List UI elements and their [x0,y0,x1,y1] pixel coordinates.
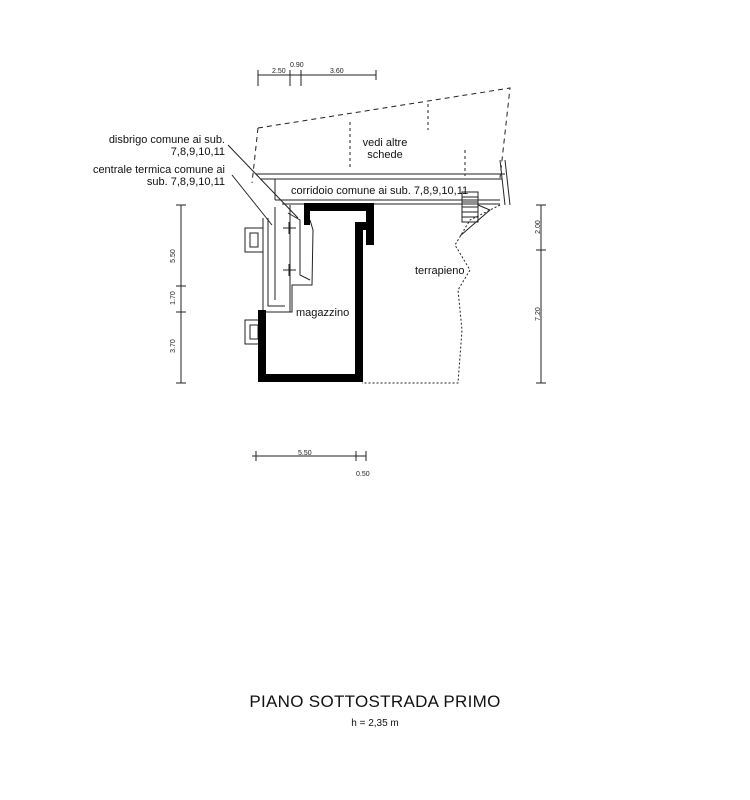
vedi-altre-schede-label [345,137,425,161]
dim-bottom-050: 0.50 [356,471,370,478]
dim-top-090: 0.90 [290,62,304,69]
magazzino-label: magazzino [296,307,350,319]
vedi-label-line2: schede [367,149,403,161]
dim-top-250: 2.50 [272,68,286,75]
dim-right-720: 7.20 [535,307,542,321]
centrale-label-line1: centrale termica comune ai [92,164,225,176]
dim-left-370: 3.70 [170,339,177,353]
corridoio-label: corridoio comune ai sub. 7,8,9,10,11 [291,185,469,197]
service-rooms [245,205,310,344]
disbrigo-label-line1: disbrigo comune ai sub. [108,134,225,146]
staircase [460,160,510,236]
terrapieno-outline [362,205,500,383]
leader-lines [228,145,298,225]
terrapieno-label: terrapieno [415,265,465,277]
disbrigo-label-line2: 7,8,9,10,11 [170,146,225,158]
dim-right-200: 2.00 [535,220,542,234]
dim-left-170: 1.70 [170,291,177,305]
dim-bottom-550: 5.50 [298,450,312,457]
vedi-label-line1: vedi altre [362,137,408,149]
centrale-label-line2: sub. 7,8,9,10,11 [146,176,225,188]
dim-left-550: 5.50 [170,249,177,263]
plan-title: PIANO SOTTOSTRADA PRIMO [249,692,501,711]
disbrigo-label [90,134,225,158]
centrale-termica-label [60,164,225,188]
dim-top-360: 3.60 [330,68,344,75]
dashed-boundary [252,88,510,183]
height-note: h = 2,35 m [351,718,399,729]
